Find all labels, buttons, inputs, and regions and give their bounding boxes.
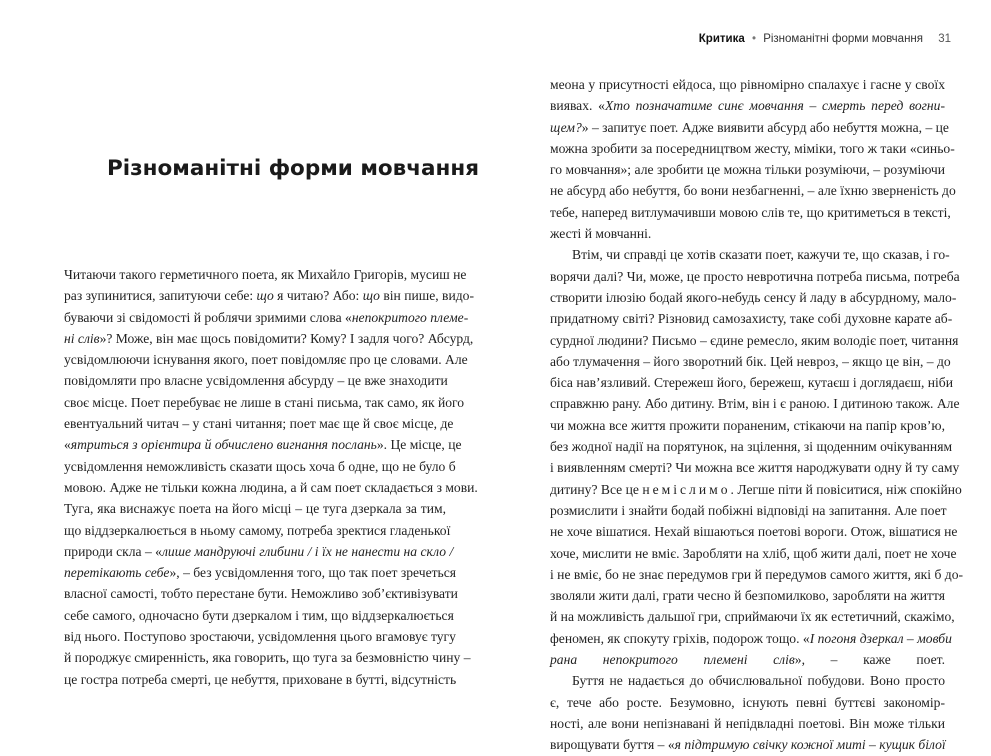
text-run: буваючи зі свідомості й роблячи зримими слова « bbox=[64, 309, 352, 325]
text-line bbox=[550, 74, 945, 95]
text-line bbox=[64, 605, 454, 626]
text-run: що віддзеркалюється в ньому самому, потреба зректися гладенької bbox=[64, 522, 451, 538]
text-run: можна зробити за посередництвом жесту, міміки, того ж таки «синьо- bbox=[550, 140, 955, 156]
text-line bbox=[550, 117, 949, 138]
text-run: є, тече або росте. Безумовно, існують певні буттєві закономір- bbox=[550, 694, 945, 710]
italic-quote: що bbox=[362, 288, 380, 304]
text-run: хоче, мислити не вміє. Заробляти на хліб, щоб жити далі, поет не хоче bbox=[550, 545, 957, 561]
text-line bbox=[550, 95, 945, 116]
text-line bbox=[64, 669, 457, 690]
text-run: . Легше піти й повіситися, ніж спокійно bbox=[730, 481, 962, 497]
text-line bbox=[64, 456, 456, 477]
text-run: це гостра потреба смерті, це небуття, приховане в бутті, відсутність bbox=[64, 671, 457, 687]
text-line bbox=[64, 647, 471, 668]
text-run: Втім, чи справді це хотів сказати поет, кажучи те, що сказав, і го- bbox=[572, 247, 950, 263]
italic-quote: перетікають себе bbox=[64, 565, 170, 581]
text-run: жесті й мовчанні. bbox=[550, 226, 652, 242]
italic-quote: я підтримую свічку кожної миті – кущик білої bbox=[674, 737, 946, 753]
text-run: » – запитує поет. Адже виявити абсурд або небуття можна, – це bbox=[581, 119, 949, 135]
text-line bbox=[64, 349, 468, 370]
spaced-emphasis: неміслимо bbox=[642, 481, 731, 497]
text-line bbox=[550, 330, 959, 351]
text-line bbox=[550, 159, 945, 180]
text-line bbox=[550, 202, 951, 223]
text-line bbox=[64, 477, 478, 498]
text-run: »? Може, він має щось повідомити? Кому? І задля чого? Абсурд, bbox=[99, 330, 474, 346]
text-run: дитину? Все це bbox=[550, 481, 643, 497]
text-line bbox=[64, 392, 465, 413]
text-line bbox=[550, 180, 956, 201]
text-line bbox=[550, 521, 958, 542]
text-run: ворячи далі? Чи, може, це просто невротична потреба письма, потреба bbox=[550, 268, 960, 284]
text-run: розмислити і знайти бодай побіжні відповіді на запитання. Але поет bbox=[550, 502, 947, 518]
text-run: вирощувати буття – « bbox=[550, 737, 675, 753]
text-run: себе самого, одночасно бути дзеркалом і тим, що віддзеркалюється bbox=[64, 607, 454, 623]
text-run: без жодної надії на порятунок, на зцілення, зі щоденним очікуванням bbox=[550, 439, 953, 455]
text-run: не хоче вішатися. Нехай вішаються поетові вороги. Отож, вішатися не bbox=[550, 524, 958, 540]
text-line bbox=[550, 351, 951, 372]
text-line bbox=[64, 370, 446, 391]
italic-quote: лише мандруючі глибини / і їх не нанести на скло / bbox=[161, 543, 454, 559]
running-head-separator: • bbox=[751, 33, 756, 45]
italic-quote: непокритого племе- bbox=[351, 309, 469, 325]
text-line bbox=[550, 628, 952, 649]
italic-quote: ні слів bbox=[64, 330, 100, 346]
text-line bbox=[550, 585, 945, 606]
text-line bbox=[64, 626, 456, 647]
text-line bbox=[550, 734, 945, 755]
chapter-title: Різноманітні форми мовчання bbox=[107, 156, 480, 181]
right-text-column bbox=[550, 74, 964, 756]
text-run: я читаю? Або: bbox=[273, 288, 363, 304]
italic-quote: рана непокритого племені слів bbox=[550, 652, 795, 668]
text-run: своє місце. Поет перебуває не лише в стані письма, так само, як його bbox=[64, 394, 465, 410]
page-number: 31 bbox=[938, 33, 951, 45]
text-line bbox=[550, 372, 953, 393]
running-head-section: Критика bbox=[698, 33, 745, 45]
text-line bbox=[550, 415, 945, 436]
text-line bbox=[550, 692, 945, 713]
text-line bbox=[64, 583, 458, 604]
text-line bbox=[550, 244, 950, 265]
text-run: і виявленням смерті? Чи можна все життя народжувати одну й ту саму bbox=[550, 460, 960, 476]
text-run: створити ілюзію бодай якого-небудь сенсу й ладу в абсурдному, мало- bbox=[550, 289, 957, 305]
text-line bbox=[550, 138, 955, 159]
text-line bbox=[64, 307, 469, 328]
text-line bbox=[550, 500, 945, 521]
text-line bbox=[550, 543, 957, 564]
text-line bbox=[64, 328, 474, 349]
text-run: », – без усвідомлення того, що так поет зречеться bbox=[169, 565, 457, 581]
text-run: мовою. Адже не тільки кожна людина, а й сам поет складається з мови. bbox=[64, 479, 478, 495]
right-page bbox=[496, 0, 991, 753]
text-line bbox=[550, 606, 955, 627]
text-line bbox=[550, 670, 945, 691]
text-run: меона у присутності ейдоса, що рівномірно спалахує і гасне у своїх bbox=[550, 77, 945, 92]
italic-quote: Хто позначатиме синє мовчання – смерть перед вогни- bbox=[604, 98, 946, 114]
text-line bbox=[550, 308, 953, 329]
text-run: ності, але вони непізнавані й непідвладні поетові. Він може тільки bbox=[550, 715, 945, 731]
italic-quote: І погоня дзеркал – мовби bbox=[809, 630, 952, 646]
text-run: й на можливість дальшої гри, сприймаючи їх як естетичний, скажімо, bbox=[550, 609, 955, 625]
text-run: усвідомлення неможливість сказати щось хоча б одне, що не було б bbox=[64, 458, 456, 474]
text-line bbox=[550, 436, 953, 457]
text-line bbox=[550, 457, 960, 478]
italic-quote: ятриться з орієнтира й обчислено вигнання послань bbox=[70, 437, 377, 453]
text-run: і не вміє, бо не знає передумов гри й передумов самого життя, які б до- bbox=[550, 566, 964, 582]
text-line bbox=[550, 223, 945, 244]
italic-quote: що bbox=[256, 288, 274, 304]
running-head-title: Різноманітні форми мовчання bbox=[763, 33, 923, 45]
text-line bbox=[550, 266, 960, 287]
text-run: повідомляти про власне усвідомлення абсурду – це вже знаходити bbox=[64, 373, 448, 389]
text-line bbox=[550, 287, 957, 308]
text-run: феномен, як спокуту гріхів, подорож тощо. « bbox=[550, 630, 810, 646]
text-run: або тлумачення – його зворотний бік. Цей невроз, – якщо це він, – до bbox=[550, 353, 951, 369]
text-run: чи можна все життя прожити пораненим, стікаючи на папір кров’ю, bbox=[550, 417, 945, 433]
text-run: Буття не надається до обчислювальної побудови. Воно просто bbox=[572, 673, 945, 689]
text-line bbox=[64, 264, 467, 285]
text-run: й породжує смиренність, яка говорить, що туга за безмовністю чину – bbox=[64, 650, 471, 666]
text-run: », – каже поет. bbox=[794, 652, 945, 668]
text-run: ». Це місце, це bbox=[376, 437, 462, 453]
text-run: природи скла – « bbox=[64, 543, 162, 559]
italic-quote: щем? bbox=[550, 119, 582, 135]
text-line bbox=[64, 434, 462, 455]
text-line bbox=[64, 541, 454, 562]
text-run: тебе, наперед витлумачивши мовою слів те, що критиметься в тексті, bbox=[550, 204, 951, 220]
text-run: не абсурд або небуття, бо вони незбагненні, – але їхню зверненість до bbox=[550, 183, 956, 199]
text-run: го мовчання»; але зробити це можна тільки розуміючи, – розуміючи bbox=[550, 162, 945, 178]
text-run: виявах. « bbox=[550, 98, 605, 114]
text-run: від нього. Поступово зростаючи, усвідомлення цього вгамовує тугу bbox=[64, 629, 456, 645]
text-run: зволяли жити далі, грати чесно й безпомилково, заробляти на життя bbox=[550, 588, 945, 604]
text-run: евентуальний читач – у стані читання; поет має ще й своє місце, де bbox=[64, 416, 454, 432]
text-line bbox=[550, 649, 945, 670]
text-run: Читаючи такого герметичного поета, як Михайло Григорів, мусиш не bbox=[64, 267, 467, 282]
text-line bbox=[64, 520, 451, 541]
text-line bbox=[550, 564, 964, 585]
text-line bbox=[550, 393, 960, 414]
text-line bbox=[550, 479, 962, 500]
text-line bbox=[64, 498, 446, 519]
text-run: « bbox=[64, 437, 71, 453]
text-line bbox=[64, 413, 454, 434]
text-run: біса нав’язливий. Стережеш його, бережеш, кутаєш і доглядаєш, ніби bbox=[550, 375, 953, 391]
text-line bbox=[64, 562, 457, 583]
text-run: придатному світі? Різновид самозахисту, таке собі духовне карате аб- bbox=[550, 311, 953, 327]
text-run: він пише, видо- bbox=[379, 288, 474, 304]
text-run: Туга, яка виснажує поета на його місці – це туга дзеркала за тим, bbox=[64, 501, 446, 517]
text-line bbox=[64, 285, 474, 306]
left-page bbox=[0, 0, 496, 698]
text-run: справжню рану. Або дитину. Втім, він і є раною. І дитиною також. Але bbox=[550, 396, 960, 412]
running-head bbox=[699, 33, 951, 45]
text-run: власної самості, тобто перестане бути. Неможливо зоб’єктивізувати bbox=[64, 586, 458, 602]
text-run: усвідомлюючи існування якого, поет повідомляє про це словами. Але bbox=[64, 352, 468, 368]
text-run: раз зупинитися, запитуючи себе: bbox=[64, 288, 257, 304]
left-text-column bbox=[64, 264, 478, 690]
text-run: сурдної людини? Письмо – єдине ремесло, яким володіє поет, читання bbox=[550, 332, 959, 348]
text-line bbox=[550, 713, 945, 734]
